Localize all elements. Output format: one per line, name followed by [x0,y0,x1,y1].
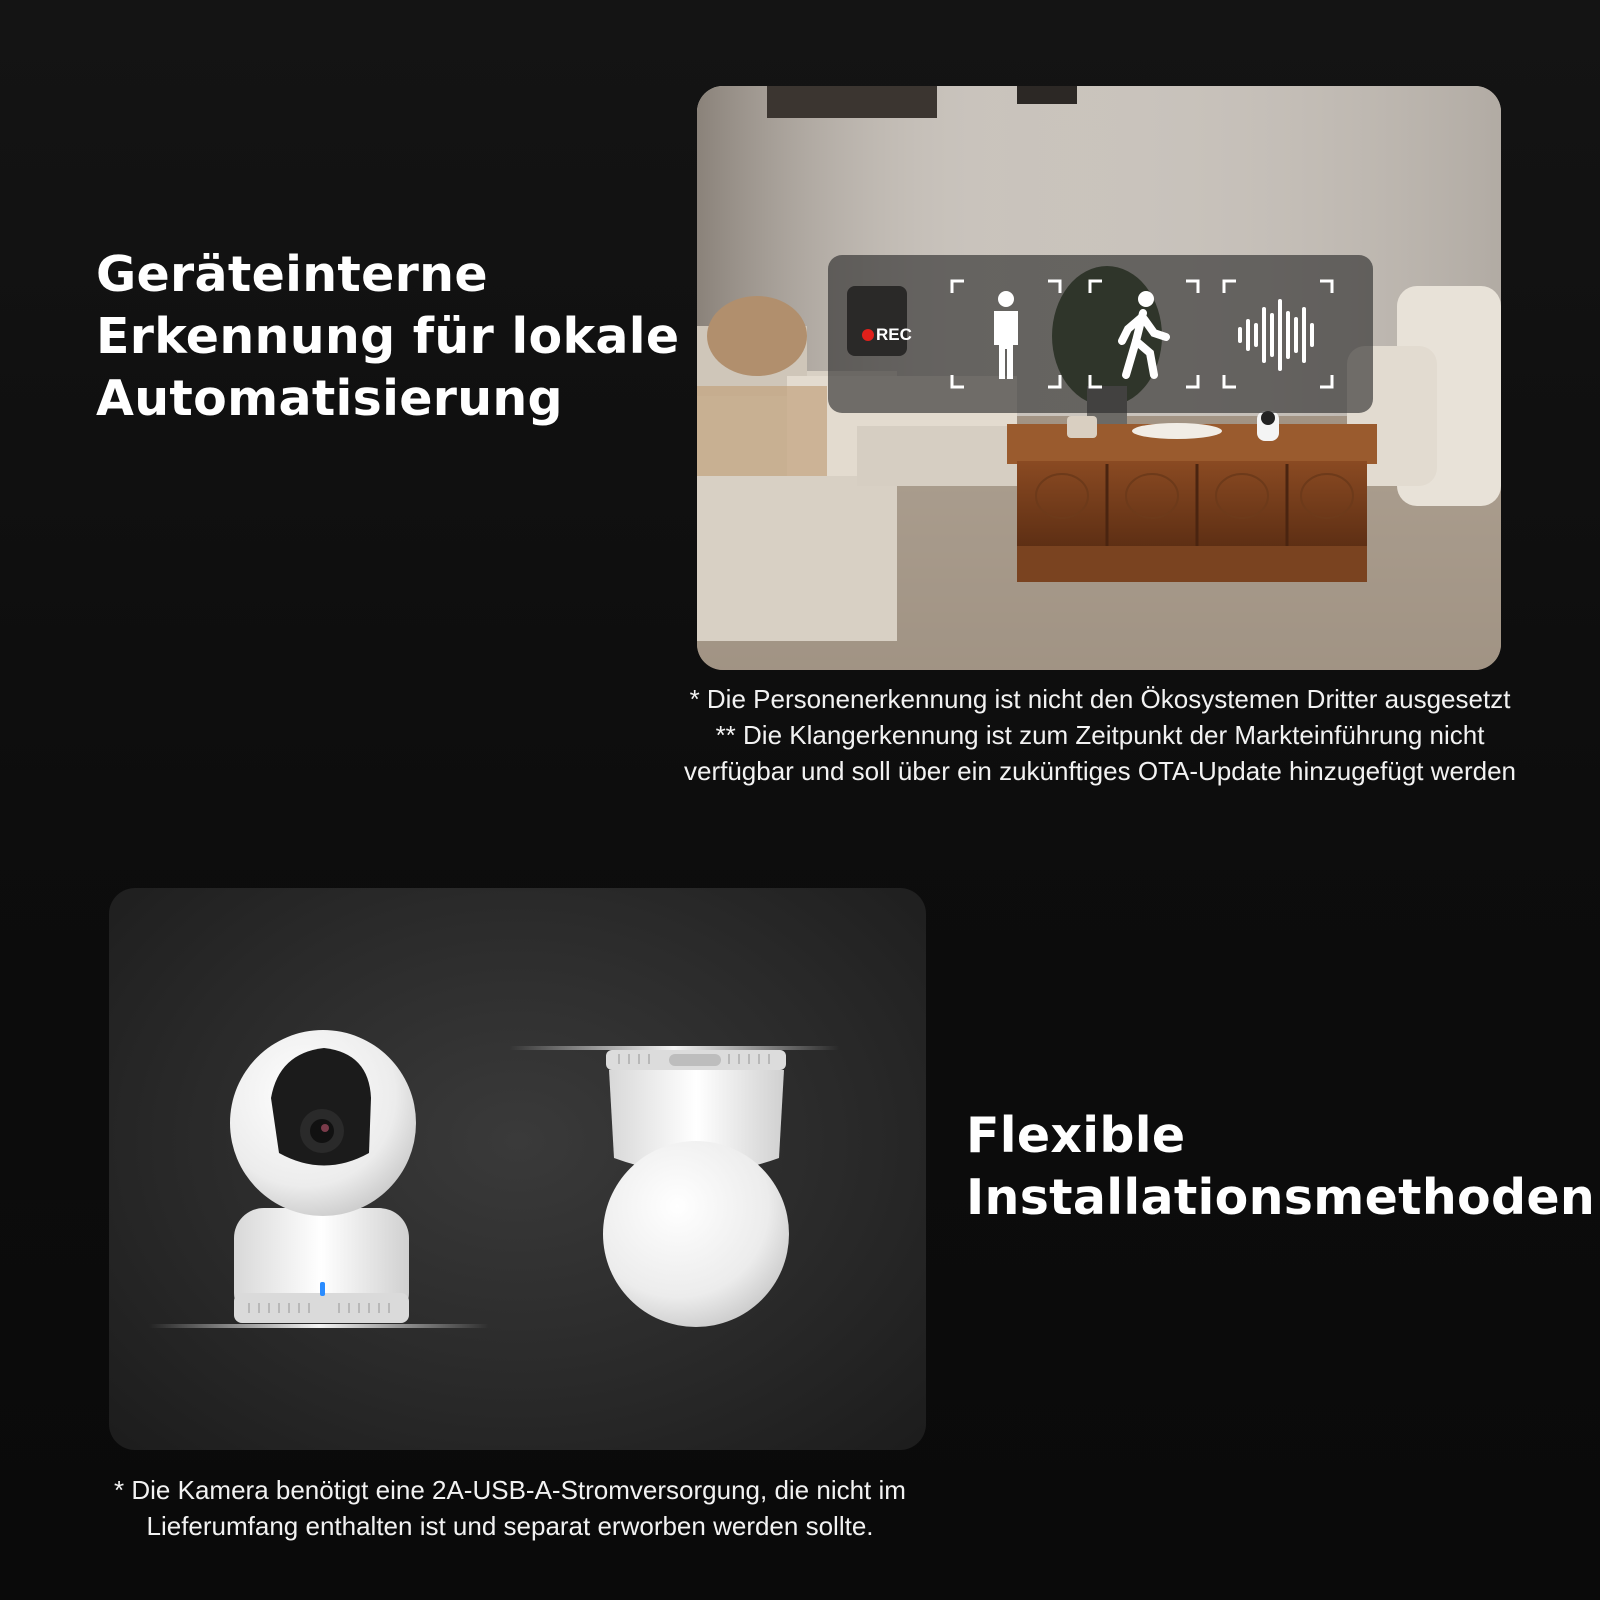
detection-heading-line-1: Geräteinterne [96,246,488,303]
installation-heading-line-1: Flexible [966,1107,1186,1164]
installation-heading [966,1105,1595,1229]
detection-heading [96,244,679,430]
detection-heading-line-3: Automatisierung [96,370,563,427]
detection-heading-line-2: Erkennung für lokale [96,308,680,365]
power-supply-footnote [40,1472,980,1544]
rec-indicator [862,325,912,345]
footnote-sound-detection-2: verfügbar und soll über ein zukünftiges OTA-Update hinzugefügt werden [683,756,1516,786]
detection-footnotes [630,681,1570,789]
motion-detection-icon [1088,279,1200,389]
camera-ceiling-mount [509,1046,839,1327]
detection-overlay [828,255,1373,413]
camera-installation-panel [109,888,926,1450]
footnote-person-detection: * Die Personenerkennung ist nicht den Ökosystemen Dritter ausgesetzt [689,684,1511,714]
rec-label: REC [876,325,912,344]
rec-dot-icon [862,329,874,341]
footnote-power-supply-1: * Die Kamera benötigt eine 2A-USB-A-Stromversorgung, die nicht im [114,1475,906,1505]
sound-detection-icon [1222,279,1334,389]
footnote-power-supply-2: Lieferumfang enthalten ist und separat erworben werden sollte. [146,1511,874,1541]
camera-desk-mount [149,1030,489,1328]
camera-illustration [109,888,926,1450]
installation-heading-line-2: Installationsmethoden [966,1169,1596,1226]
person-detection-icon [950,279,1062,389]
footnote-sound-detection-1: ** Die Klangerkennung ist zum Zeitpunkt der Markteinführung nicht [715,720,1485,750]
